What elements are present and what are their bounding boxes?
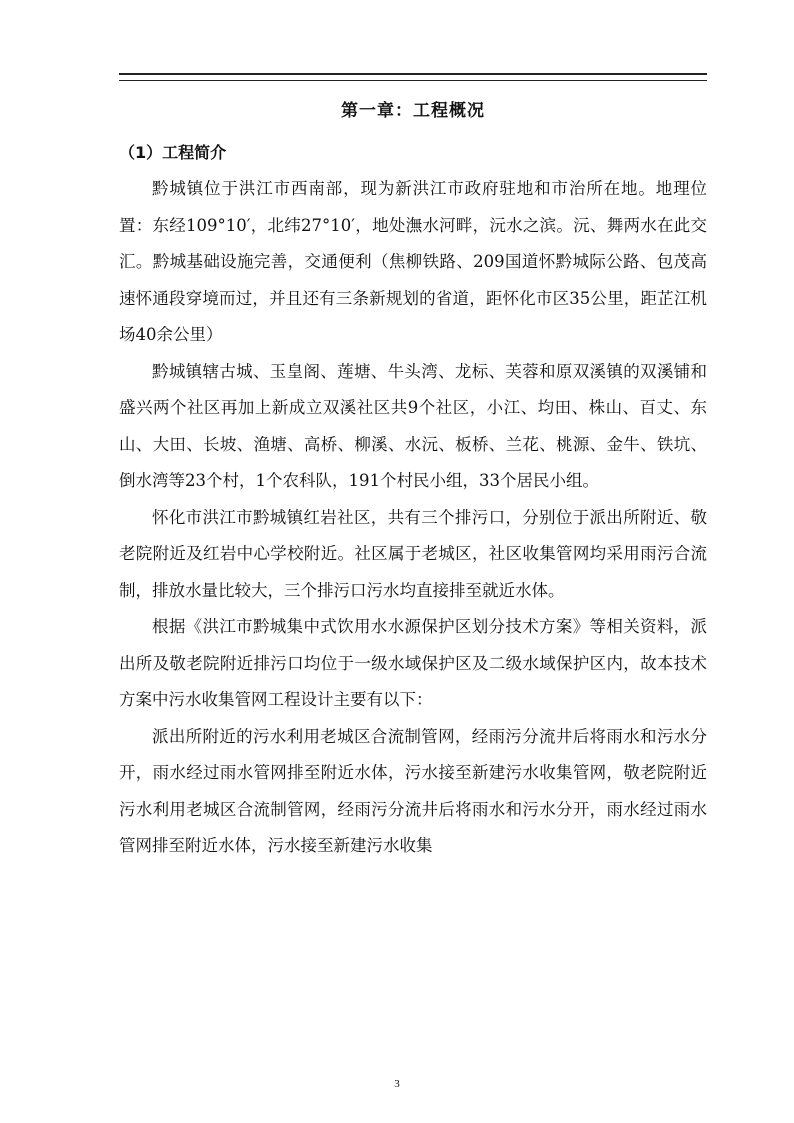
paragraph-basis: 根据《洪江市黔城集中式饮用水水源保护区划分技术方案》等相关资料，派出所及敬老院附近排污口均位于一级水域保护区及二级水域保护区内，故本技术方案中污水收集管网工程设计主要有以下：: [119, 617, 707, 709]
header-rule-thin: [119, 80, 707, 81]
paragraph-administration: 黔城镇辖古城、玉皇阁、莲塘、牛头湾、龙标、芙蓉和原双溪镇的双溪铺和盛兴两个社区再加上新成立双溪社区共9个社区，小江、均田、株山、百丈、东山、大田、长坡、渔塘、高桥、柳溪、水沅、板桥、兰花、桃源、金牛、铁坑、倒水湾等23个村，1个农科队，191个村民小组，33个居民小组。: [119, 361, 707, 490]
document-body: [119, 171, 707, 865]
paragraph-design: 派出所附近的污水利用老城区合流制管网，经雨污分流井后将雨水和污水分开，雨水经过雨水管网排至附近水体，污水接至新建污水收集管网，敬老院附近污水利用老城区合流制管网，经雨污分流井后将雨水和污水分开，雨水经过雨水管网排至附近水体，污水接至新建污水收集: [119, 726, 707, 855]
header-rule-thick: [119, 73, 707, 75]
page-number: 3: [394, 1078, 400, 1090]
section-heading: （1）工程简介: [119, 143, 227, 162]
paragraph-outfalls: 怀化市洪江市黔城镇红岩社区，共有三个排污口，分别位于派出所附近、敬老院附近及红岩中心学校附近。社区属于老城区，社区收集管网均采用雨污合流制，排放水量比较大，三个排污口污水均直接排至就近水体。: [119, 507, 707, 600]
chapter-title: 第一章：工程概况: [341, 101, 485, 121]
paragraph-location: 黔城镇位于洪江市西南部，现为新洪江市政府驻地和市治所在地。地理位置：东经109°10′，北纬27°10′，地处潕水河畔，沅水之滨。沅、舞两水在此交汇。黔城基础设施完善，交通便利（焦柳铁路、209国道怀黔城际公路、包茂高速怀通段穿境而过，并且还有三条新规划的省道，距怀化市区35公里，距芷江机场40余公里）: [119, 179, 707, 344]
